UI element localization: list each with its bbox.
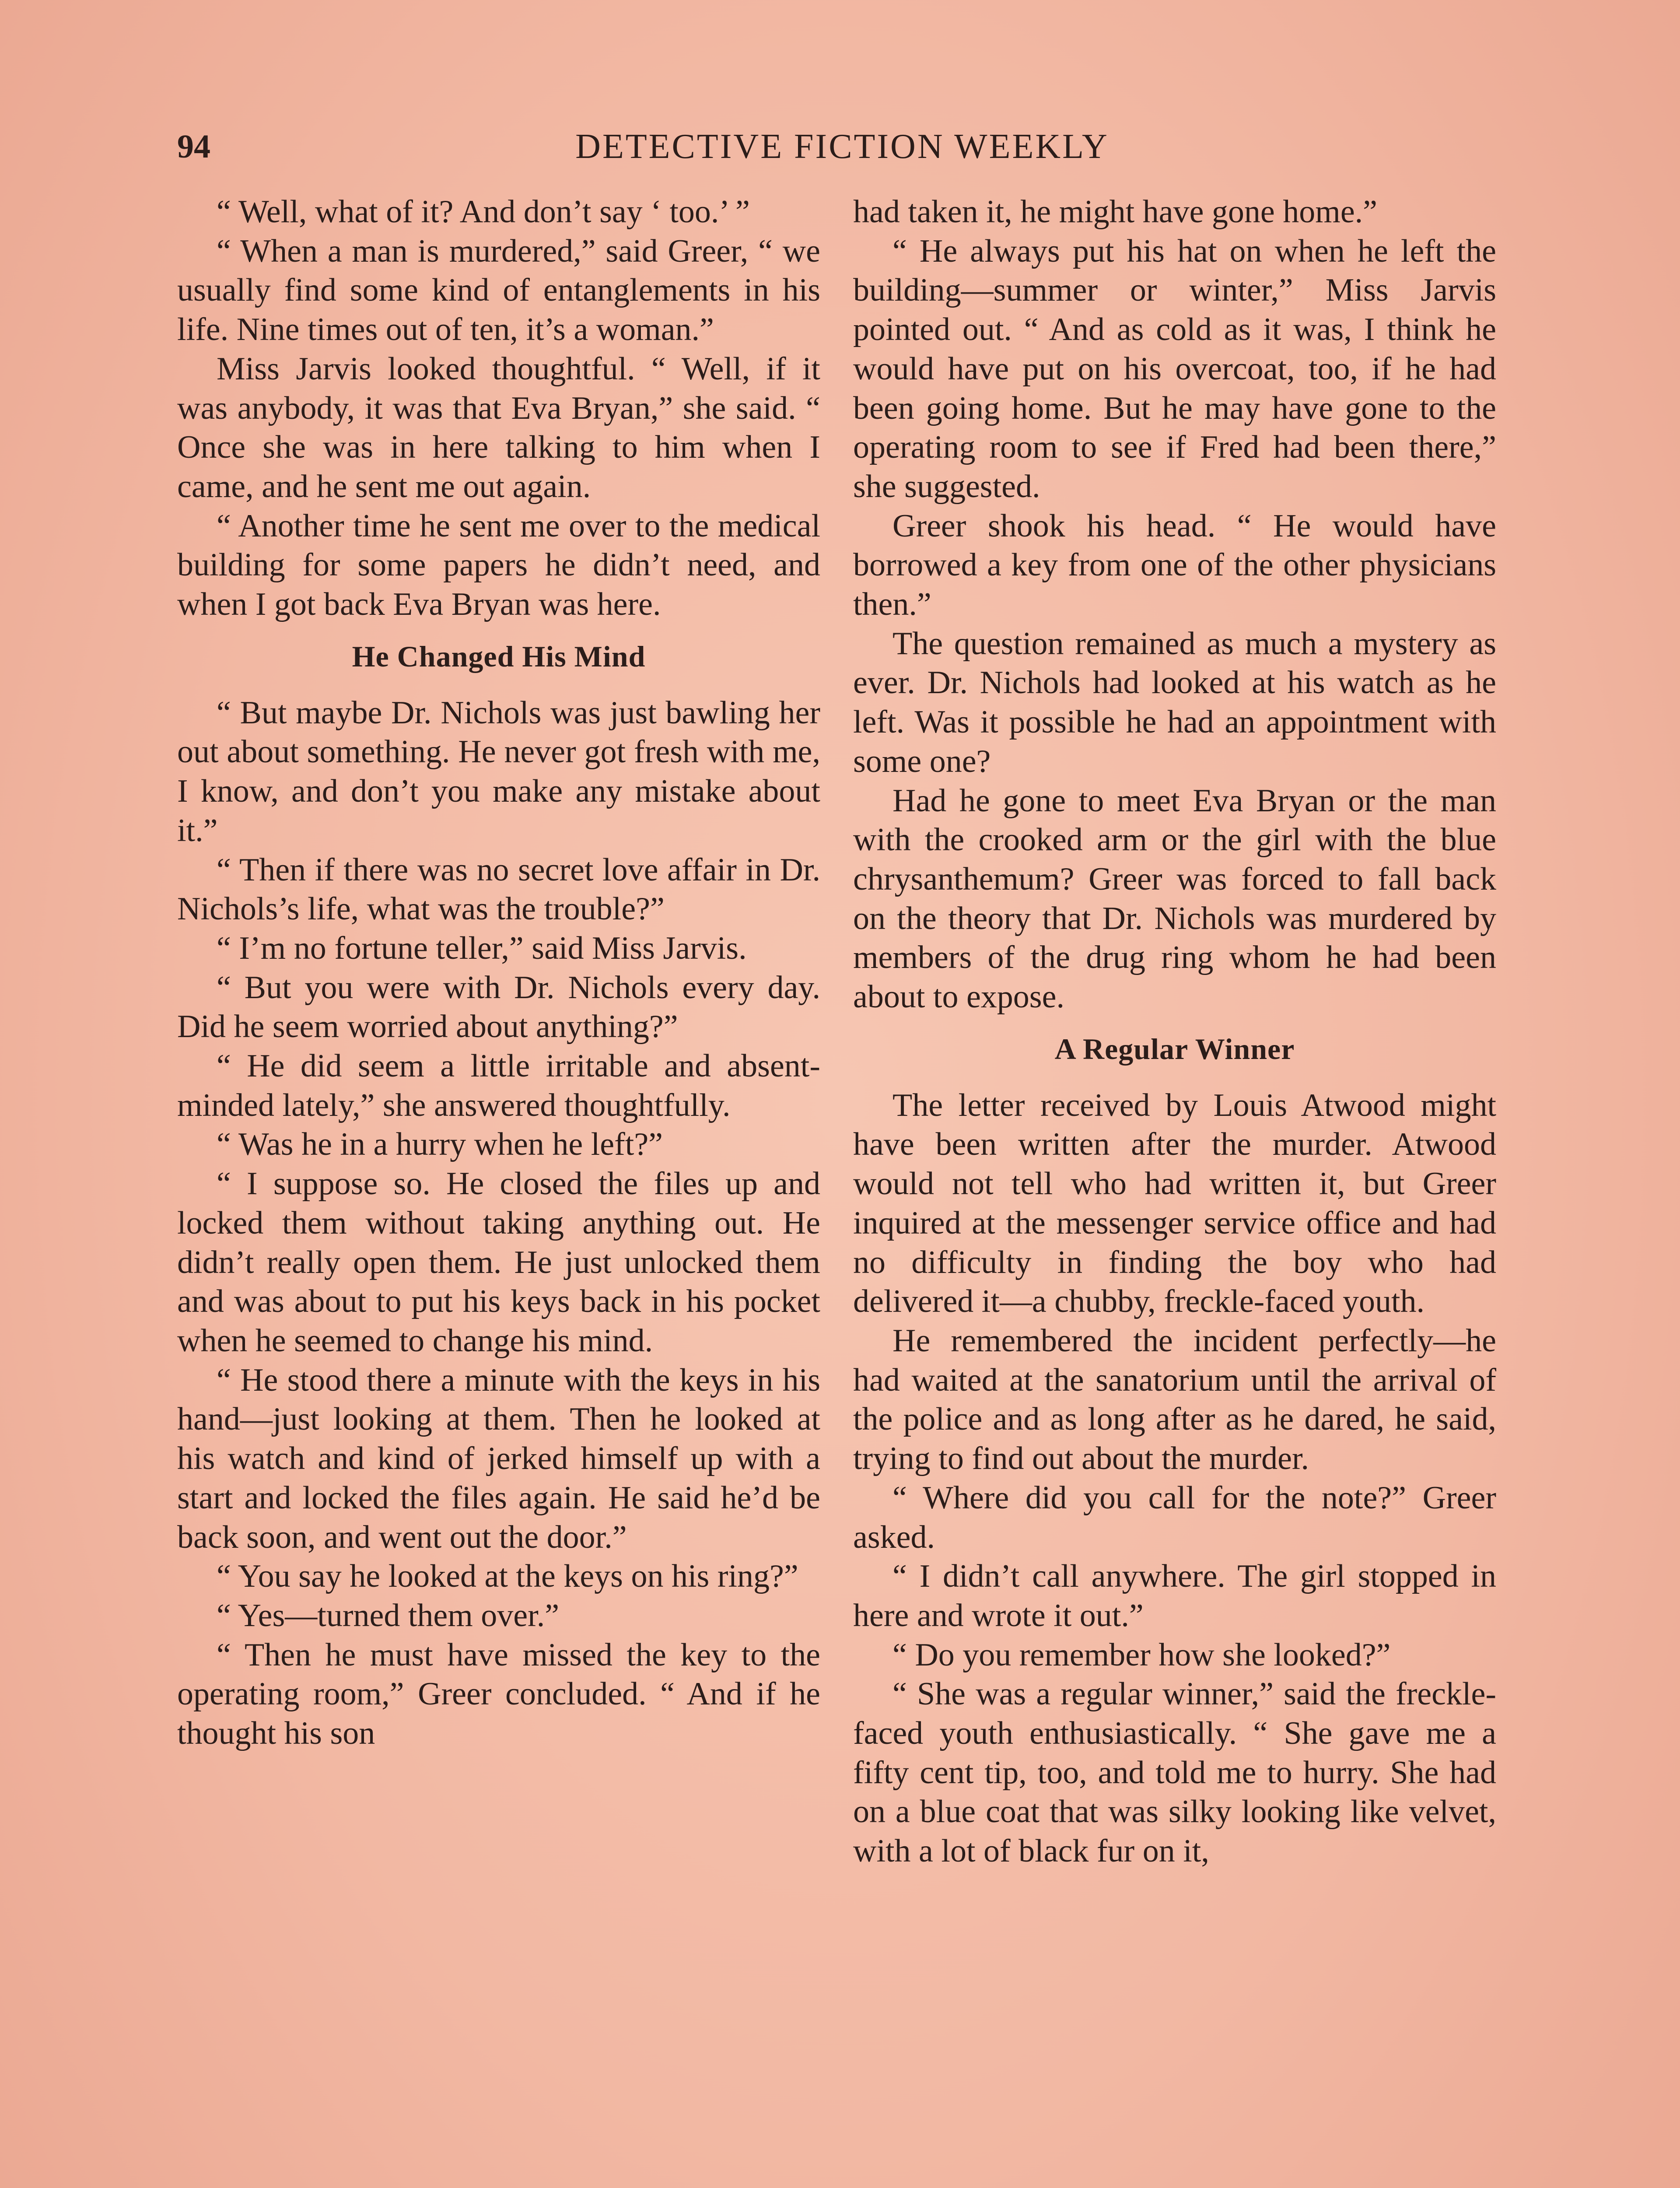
paragraph: “ Well, what of it? And don’t say ‘ too.’ ” (217, 194, 750, 230)
paragraph-continuation: had taken it, he might have gone home.” (853, 194, 1378, 230)
paragraph: Had he gone to meet Eva Bryan or the man with the crooked arm or the girl with the blue chrysanthemum? Greer was forced to fall back on the theory that Dr. Nichols was murdered by members of the drug ring whom he had been about to expose. (853, 782, 1496, 1015)
paragraph: “ Was he in a hurry when he left?” (217, 1126, 663, 1163)
paragraph: “ Yes—turned them over.” (217, 1597, 560, 1634)
paragraph: “ Another time he sent me over to the medical building for some papers he didn’t need, and when I got back Eva Bryan was here. (177, 508, 820, 623)
section-heading: He Changed His Mind (352, 639, 646, 673)
paragraph: “ But maybe Dr. Nichols was just bawling her out about something. He never got fresh with me, I know, and don’t you make any mistake about it.” (177, 694, 820, 849)
paragraph: “ He always put his hat on when he left the building—summer or winter,” Miss Jarvis pointed out. “ And as cold as it was, I think he would have put on his overcoat, too, if he had been going home. But he may have gone to the operating room to see if Fred had been there,” she suggested. (853, 233, 1496, 505)
paragraph: He remembered the incident perfectly—he had waited at the sanatorium until the arrival of the police and as long after as he dared, he said, trying to find out about the murder. (853, 1322, 1496, 1477)
right-column (853, 193, 1496, 1871)
paragraph: “ She was a regular winner,” said the freckle-faced youth enthusiastically. “ She gave me a fifty cent tip, too, and told me to hurry. She had on a blue coat that was silky looking like velvet, with a lot of black fur on it, (853, 1676, 1496, 1869)
paragraph: The question remained as much a mystery as ever. Dr. Nichols had looked at his watch as he left. Was it possible he had an appointment with some one? (853, 625, 1496, 779)
paragraph: “ I’m no fortune teller,” said Miss Jarvis. (217, 930, 747, 966)
section-heading: A Regular Winner (1054, 1032, 1295, 1066)
running-title: DETECTIVE FICTION WEEKLY (575, 127, 1109, 166)
paragraph: Miss Jarvis looked thoughtful. “ Well, if it was anybody, it was that Eva Bryan,” she said. “ Once she was in here talking to him when I came, and he sent me out again. (177, 351, 820, 505)
paragraph: “ He stood there a minute with the keys in his hand—just looking at them. Then he looked at his watch and kind of jerked himself up with a start and locked the files again. He said he’d be back soon, and went out the door.” (177, 1362, 820, 1555)
page-number: 94 (177, 128, 210, 165)
paragraph: The letter received by Louis Atwood might have been written after the murder. Atwood would not tell who had written it, but Greer inquired at the messenger service office and had no difficulty in finding the boy who had delivered it—a chubby, freckle-faced youth. (853, 1087, 1496, 1320)
paragraph: “ But you were with Dr. Nichols every day. Did he seem worried about anything?” (177, 969, 820, 1045)
paragraph: “ He did seem a little irritable and absent-minded lately,” she answered thoughtfully. (177, 1048, 820, 1123)
left-column (177, 193, 820, 1753)
paragraph: “ Then he must have missed the key to the operating room,” Greer concluded. “ And if he thought his son (177, 1637, 820, 1752)
paragraph: “ Do you remember how she looked?” (892, 1637, 1391, 1673)
paragraph: “ I suppose so. He closed the files up and locked them without taking anything out. He didn’t really open them. He just unlocked them and was about to put his keys back in his pocket when he seemed to change his mind. (177, 1166, 820, 1359)
paragraph: “ Then if there was no secret love affair in Dr. Nichols’s life, what was the trouble?” (177, 852, 820, 927)
paragraph: Greer shook his head. “ He would have borrowed a key from one of the other physicians then.” (853, 508, 1496, 623)
paragraph: “ Where did you call for the note?” Greer asked. (853, 1480, 1496, 1555)
paragraph: “ I didn’t call anywhere. The girl stopped in here and wrote it out.” (853, 1558, 1496, 1634)
paragraph: “ You say he looked at the keys on his ring?” (217, 1558, 798, 1595)
paragraph: “ When a man is murdered,” said Greer, “ we usually find some kind of entanglements in his life. Nine times out of ten, it’s a woman.” (177, 233, 820, 348)
page-header (177, 116, 1507, 177)
